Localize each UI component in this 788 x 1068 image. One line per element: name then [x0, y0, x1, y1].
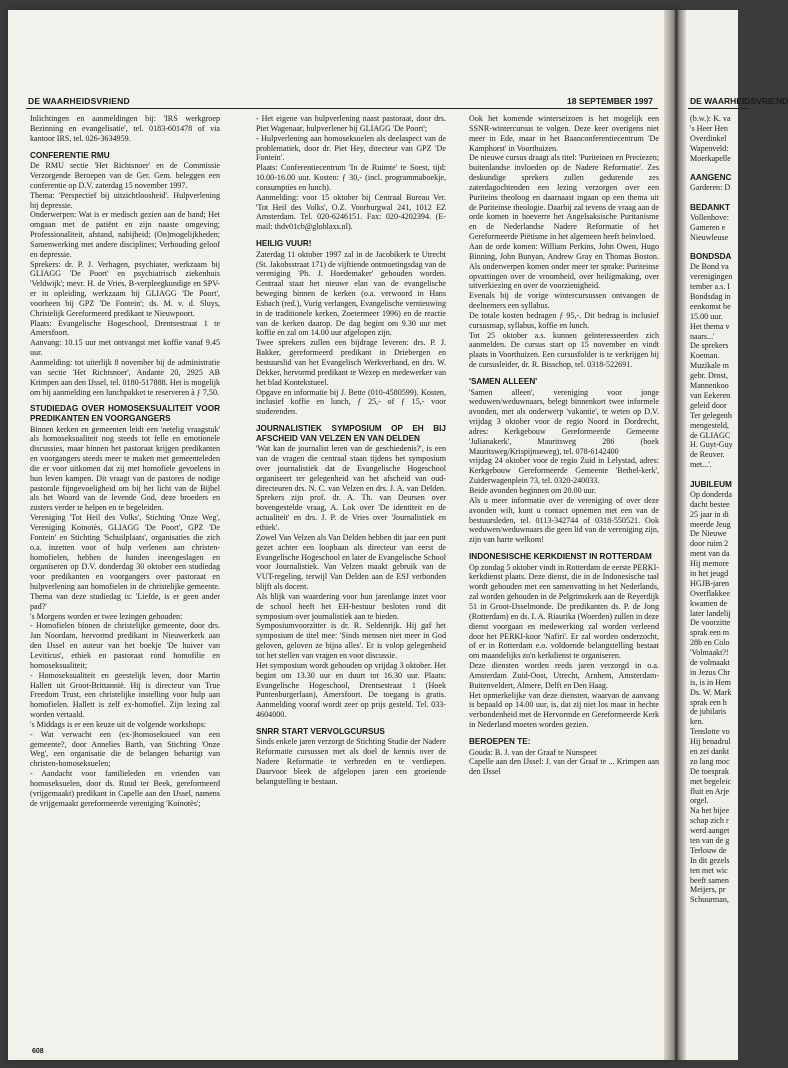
- next-page-line: BONDSDA: [690, 252, 732, 262]
- article-paragraph: De RMU sectie 'Het Richtsnoer' en de Commissie Verzorgende Beroepen van de Ger. Gem. beleggen een conferentie op D.V. zaterdag 15 november 1997.: [30, 161, 220, 190]
- next-page-line: Op donderda: [690, 489, 733, 499]
- next-page-line: ken.: [690, 717, 704, 727]
- next-page-line: Overdinkel: [690, 133, 727, 143]
- next-page-line: ten met wic: [690, 865, 728, 875]
- article-paragraph: Aanmelding: voor 15 oktober bij Centraal Bureau Ver. 'Tot Heil des Volks', O.Z. Voorburgwal 241, 1012 EZ Amsterdam. Tel. 020-6246151. Fax: 020-4202394. (E-mail: thdv01cb@globlaxs.nl).: [256, 192, 446, 232]
- next-page-line: orgel.: [690, 796, 709, 806]
- next-page-line: met...'.: [690, 460, 712, 470]
- next-page-line: 28b en Colo: [690, 638, 730, 648]
- next-page-line: 15.00 uur.: [690, 311, 723, 321]
- next-page-header: DE WAARHEIDSVRIEND: [690, 96, 788, 106]
- article-paragraph: - Homofielen binnen de christelijke gemeente, door drs. Jan Noordam, hervormd predikant in Nieuwerkerk aan den IJssel en auteur van het boekje 'De huiver van Leviticus', ethiek en pastoraat rond homofilie en homoseksualiteit;: [30, 621, 220, 670]
- next-page-line: In dit gezels: [690, 855, 730, 865]
- next-page-line: later landelij: [690, 608, 731, 618]
- next-page-line: De Nieuwe: [690, 529, 727, 539]
- next-page-line: schap zich r: [690, 816, 729, 826]
- next-page-line: Schuurman,: [690, 895, 729, 905]
- next-page-lines: [690, 114, 733, 905]
- article-paragraph: - Het eigene van hulpverlening naast pastoraat, door drs. Piet Wagenaar, hulpverlener bij GLIAGG 'De Poort';: [256, 114, 446, 133]
- next-page-line: De voorzitte: [690, 618, 731, 628]
- next-page-line: ten van de g: [690, 836, 730, 846]
- column-1: [30, 114, 220, 808]
- article-heading: STUDIEDAG OVER HOMOSEKSUALITEIT VOOR PREDIKANTEN EN VOORGANGERS: [30, 404, 220, 423]
- article-paragraph: Aanvang: 10.15 uur met ontvangst met koffie vanaf 9.45 uur.: [30, 338, 220, 358]
- article-paragraph: Sinds enkele jaren verzorgt de Stichting Studie der Nadere Reformatie cursussen met als doel de kennis over de Nadere Reformatie te verbreden en te verdiepen. Daarvoor bleek de afgelopen jaren een groeiende belangstelling te bestaan.: [256, 737, 446, 786]
- next-page-line: ment van da: [690, 549, 730, 559]
- next-page-line: [690, 243, 733, 253]
- article-heading: HEILIG VUUR!: [256, 239, 312, 249]
- next-page-line: Bondsdag in: [690, 292, 731, 302]
- article-paragraph: Twee sprekers zullen een bijdrage leveren: drs. P. J. Bakker, gereformeerd predikant in Driebergen en bestuurslid van het Evangelisch Werkverband, en drs. W. Dekker, hervormd predikant te Wezep en medewerker van het blad Kontekstueel.: [256, 338, 446, 387]
- running-header-date: 18 SEPTEMBER 1997: [567, 96, 653, 106]
- next-page-line: van Eekeren: [690, 390, 731, 400]
- next-page-line: 'Volmaakt?!: [690, 648, 729, 658]
- article-paragraph: 's Morgens worden er twee lezingen gehouden:: [30, 611, 183, 621]
- article-paragraph: Gouda: B. J. van der Graaf te Nunspeet: [469, 747, 597, 757]
- next-page-fragment: [686, 10, 788, 1060]
- next-page-line: zo lang moc: [690, 756, 730, 766]
- article-paragraph: Als u meer informatie over de vereniging of over deze avonden wilt, kunt u contact opnemen met een van de bestuursleden, tel. 0113-342744 of 0318-550521. Ook weduwen/weduwnaars die geen lid van de vereniging zijn, zijn van harte welkom!: [469, 495, 659, 545]
- article-heading: BEROEPEN TE:: [469, 736, 531, 746]
- next-page-line: Terlouw de: [690, 845, 727, 855]
- article-heading: JOURNALISTIEK SYMPOSIUM OP EH BIJ AFSCHEID VAN VELZEN EN VAN DELDEN: [256, 424, 446, 443]
- next-page-line: beeft samen: [690, 875, 729, 885]
- next-page-line: [690, 470, 733, 480]
- article-paragraph: 'Wat kan de journalist leren van de geschiedenis?', is een van de vragen die centraal staan tijdens het symposium over journalistiek dat de Evangelische Hogeschool organiseert ter gelegenheid van het afscheid van oud-directeuren drs. N. C. van Velzen en drs. J. A. van Delden. Sprekers zijn prof. dr. A. Th. van Deursen over bovengestelde vraag, A. Lok over 'De identiteit en de actualiteit' en drs. J. P. de Vries over 'Journalistiek en ethiek'.: [256, 444, 446, 532]
- article-paragraph: Plaats: Evangelische Hogeschool, Drentsestraat 1 te Amersfoort.: [30, 318, 220, 338]
- next-page-line: gebr. Drost,: [690, 371, 728, 381]
- next-page-line: (b.w.): K. va: [690, 114, 731, 123]
- article-paragraph: Ook het komende winterseizoen is het mogelijk een SSNR-wintercursus te volgen. Deze keer overigens niet meer in Ede, maar in het Baanconferentiecentrum 'De Kamphorst' in Voorthuizen.: [469, 114, 659, 153]
- article-paragraph: Plaats: Conferentiecentrum 'In de Ruimte' te Soest, tijd: 10.00-16.00 uur. Kosten: ƒ 30,- (incl. programmaboekje, consumpties en lunch).: [256, 163, 446, 192]
- article-paragraph: - Hulpverlening aan homoseksuelen als deelaspect van de problematiek, door dr. Piet Hey, directeur van GPZ 'De Fontein'.: [256, 133, 446, 163]
- article-paragraph: De nieuwe cursus draagt als titel: 'Puriteinen en Preciezen; buitenlandse invloeden op de Nadere Reformatie'. Zes deskundige sprekers zullen gedurende zes zaterdagochtenden een lezing verzorgen over een Puriteins theoloog en daarnaast ingaan op een thema uit de Puriteinse theologie. Daarbij zal tevens de vraag aan de orde komen in hoeverre het Angelsaksische Puritanisme en de Nederlandse Nadere Reformatie of het Gereformeerde Piëtisme in het algemeen heeft beïnvloed.: [469, 153, 659, 242]
- next-page-rule: [688, 108, 748, 109]
- article-paragraph: Inlichtingen en aanmeldingen bij: 'IRS werkgroep Bezinning en evangelisatie', tel. 0183-601478 of via kantoor IRS, tel. 026-3634959.: [30, 114, 220, 143]
- next-page-line: De sprekers: [690, 341, 729, 351]
- next-page-line: BEDANKT: [690, 203, 731, 213]
- next-page-line: Ter gelegenh: [690, 410, 732, 420]
- next-page-line: tember a.s. I: [690, 282, 731, 292]
- header-rule: [26, 108, 658, 109]
- next-page-line: naars...': [690, 331, 715, 341]
- column-2: [256, 114, 446, 787]
- article-paragraph: Opgave en informatie bij J. Bette (010-4580599). Kosten, inclusief koffie en lunch, ƒ 25,- of ƒ 15,- voor studerenden.: [256, 387, 446, 417]
- article-paragraph: Symposiumvoorzitter is dr. R. Seldenrijk. Hij gaf het symposium de titel mee: 'Sinds mensen niet meer in God geloven, geloven ze bijna alles'. Er is volop gelegenheid tot het stellen van vragen en voor discussie.: [256, 621, 446, 660]
- next-page-line: Tenslotte vo: [690, 727, 730, 737]
- next-page-line: Muzikale m: [690, 361, 729, 371]
- next-page-line: door ruim 2: [690, 539, 729, 549]
- running-header-title: DE WAARHEIDSVRIEND: [28, 96, 130, 106]
- article-paragraph: Zowel Van Velzen als Van Delden hebben dit jaar een punt gezet achter een loopbaan als directeur van eerst de Evangelische Hogeschool en later de Evangelische School voor Journalistiek. Van Velzen maakt gebruik van de VUT-regeling, terwijl Van Delden aan de ESJ verbonden blijft als docent.: [256, 532, 446, 592]
- next-page-line: Hij benadrul: [690, 737, 731, 747]
- next-page-line: Gameren e: [690, 222, 726, 232]
- page-number: 608: [32, 1048, 44, 1055]
- article-heading: INDONESISCHE KERKDIENST IN ROTTERDAM: [469, 552, 652, 562]
- article-paragraph: Sprekers: dr. P. J. Verhagen, psychiater, werkzaam bij GLIAGG 'De Poort' en psychiatrisch ziekenhuis 'Veldwijk'; mevr. H. de Vries, B-verpleegkundige en SPV-er in opleiding, werkzaam bij GLIAGG 'De Poort', voorheen bij GPZ 'De Fontein'; ds. M. v. d. Sluys, Christelijk Gereformeerd predikant te Nieuwpoort.: [30, 259, 220, 318]
- article-paragraph: - Wat verwacht een (ex-)homoseksueel van een gemeente?, door Annelies Barth, van Stichting 'Onze Weg', een organisatie die de belangen behartigt van christen-homoseksuelen;: [30, 729, 220, 769]
- next-page-line: 's Heer Hen: [690, 123, 728, 133]
- next-page-line: sprak een m: [690, 628, 730, 638]
- article-paragraph: Tot 25 oktober a.s. kunnen geïnteresseerden zich aanmelden. De cursus start op 15 november en vindt plaats in Voorthuizen. Een cursusfolder is te verkrijgen bij de cursusleider, dr. R. Bisschop, tel. 0318-522691.: [469, 330, 659, 370]
- next-page-line: Meijers, pr: [690, 885, 726, 895]
- next-page-line: de jubilaris: [690, 707, 727, 717]
- next-page-line: JUBILEUM: [690, 479, 732, 489]
- article-paragraph: Thema: 'Perspectief bij uitzichtloosheid'. Hulpverlening bij depressie.: [30, 190, 220, 210]
- next-page-line: Het thema v: [690, 321, 730, 331]
- next-page-line: in Jezus Chr: [690, 667, 731, 677]
- next-page-line: de volmaakt: [690, 657, 730, 667]
- article-paragraph: Aan de orde komen: William Perkins, John Owen, Hugo Binning, John Bunyan, Andrew Gray en Thomas Boston. Als onderwerpen komen onder meer ter sprake: Puriteinse opvattingen over de vroomheid, over heiligmaking, over uitverkiezing en over de voorzienigheid.: [469, 241, 659, 291]
- next-page-line: Hij memore: [690, 559, 729, 569]
- next-page-line: is, is in Hem: [690, 677, 731, 687]
- article-paragraph: Beide avonden beginnen om 20.00 uur.: [469, 485, 597, 495]
- article-paragraph: Vereniging 'Tot Heil des Volks', Stichting 'Onze Weg', Vereniging Koinotès, GLIAGG 'De Poort', GPZ 'De Fontein' en Stichting 'Schuilplaats', organisaties die zich o.a. inzetten voor of hulp verlenen aan christen-homofielen, hebben de handen ineengeslagen en organiseren op D.V. donderdag 30 oktober een studiedag voor predikanten en voorgangers over pastoraat en hulpverlening aan homofielen in de christelijke gemeente. Thema van deze studiedag is: 'Liefde, is er geen ander pad?': [30, 513, 220, 611]
- next-page-line: HGJB-jaren: [690, 578, 730, 588]
- next-page-line: de GLIAGC: [690, 430, 731, 440]
- column-3: [469, 114, 659, 777]
- article-paragraph: Capelle aan den IJssel: J. van der Graaf te ... Krimpen aan den IJssel: [469, 757, 659, 777]
- next-page-line: in het jeugd: [690, 568, 729, 578]
- next-page-line: met begeleic: [690, 776, 732, 786]
- next-page-line: dacht bestee: [690, 499, 730, 509]
- next-page-line: Moerkapelle: [690, 153, 731, 163]
- article-heading: SNRR START VERVOLGCURSUS: [256, 726, 385, 736]
- next-page-line: H. Guyt-Guy: [690, 440, 733, 450]
- next-page-line: Garderen: D: [690, 183, 731, 193]
- article-paragraph: De totale kosten bedragen ƒ 95,-. Dit bedrag is inclusief cursusmap, syllabus, koffie en lunch.: [469, 310, 659, 330]
- next-page-line: geleid door: [690, 400, 727, 410]
- article-paragraph: Binnen kerken en gemeenten leidt een 'netelig vraagstuk' als homoseksualiteit nog steeds tot felle en emotionele discussies, maar binnen het pastoraat krijgen predikanten en voorgangers steeds meer te maken met gemeenteleden die er voor uitkomen dat zij met homofiele gevoelens in hun leven kampen. Dit vraagt van de pastores de nodige pastorale fijngevoeligheid om bij het licht van de Bijbel als het Woord van de levende God, deze broeders en zusters verder te helpen en te begeleiden.: [30, 424, 220, 513]
- article-paragraph: Het opmerkelijke van deze diensten, waarvan de aanvang is bepaald op 14.00 uur, is, dat zij niet los maar in hechte verbondenheid met de Hervormde en Gereformeerde Kerk in Nederland moeten worden gezien.: [469, 690, 659, 730]
- page-gutter: [664, 10, 686, 1060]
- next-page-line: kwamen de: [690, 598, 728, 608]
- next-page-line: Ds. W. Mark: [690, 687, 732, 697]
- article-paragraph: Aanmelding: tot uiterlijk 8 november bij de administratie van sectie 'Het Richtsnoer', Andante 20, 2925 AB Krimpen aan den IJssel, tel. 0180-517888. Het is mogelijk om bij aanmelding een lunchpakket te reserveren à ƒ 7,50.: [30, 358, 220, 397]
- article-paragraph: Als blijk van waardering voor hun jarenlange inzet voor de school heeft het EH-bestuur besloten rond dit symposium over journalistiek aan te bieden.: [256, 591, 446, 621]
- next-page-line: [690, 193, 733, 203]
- article-paragraph: 'Samen alleen', vereniging voor jonge weduwen/weduwnaars, belegt binnenkort twee informele avonden, met als onderwerp 'vakantie', te weten op D.V. vrijdag 3 oktober voor de regio Noord in Dordrecht, adres: Kerkgebouw Gereformeerde Gemeente 'Julianakerk', Mauritsweg 286 (hoek Mauritsweg/Krispijnseweg), tel. 078-6142400: [469, 387, 659, 456]
- article-paragraph: Het symposium wordt gehouden op vrijdag 3 oktober. Het begint om 13.30 uur en duurt tot 16.30 uur. Plaats: Evangelische Hogeschool, Drentsestraat 1 (Hoek Puntenburgerlaan), Amersfoort. De toegang is gratis. Aanmelding vooraf wordt zeer op prijs gesteld. Tel. 033-4604000.: [256, 660, 446, 720]
- next-page-line: meerde Jeug: [690, 519, 731, 529]
- next-page-line: De Bond va: [690, 262, 729, 272]
- next-page-line: sprak een h: [690, 697, 727, 707]
- next-page-line: AANGENC: [690, 173, 732, 183]
- article-heading: 'SAMEN ALLEEN': [469, 376, 538, 386]
- next-page-line: de Reuver.: [690, 450, 725, 460]
- next-page-line: Na het bijee: [690, 806, 730, 816]
- next-page-line: eenkomst be: [690, 301, 731, 311]
- article-paragraph: - Homoseksualiteit en geestelijk leven, door Martin Hallett uit Groot-Brittannië. Hij is directeur van True Freedom Trust, een christelijke instelling voor hulp aan homofielen. Hallett is zelf ex-homofiel. Zijn lezing zal worden vertaald.: [30, 670, 220, 720]
- next-page-line: 25 jaar in di: [690, 509, 729, 519]
- next-page-line: Mannenkoo: [690, 381, 729, 391]
- article-paragraph: Zaterdag 11 oktober 1997 zal in de Jacobikerk te Utrecht (St. Jakobsstraat 171) de vijftiende ontmoetingsdag van de vereniging 'Ph. J. Hoedemaker' gehouden worden. Centraal staat het nieuwe elan van de evangelische beweging binnen de kerken (o.a. verwoord in Hans Esbach (red.), Vurig verlangen, Evangelische vernieuwing in de traditionele kerken, Zoetermeer 1996) en de reactie van de kerken daarop. De dag begint om 9.30 uur met koffie en zal om 14.00 uur afgelopen zijn.: [256, 249, 446, 338]
- next-page-line: Vollenhove:: [690, 212, 729, 222]
- next-page-line: [690, 163, 733, 173]
- article-paragraph: 's Middags is er een keuze uit de volgende workshops:: [30, 719, 207, 729]
- next-page-line: mengesteld,: [690, 420, 729, 430]
- next-page-line: Koeman.: [690, 351, 720, 361]
- next-page-line: Overflakkee: [690, 588, 730, 598]
- next-page-line: verenigingen: [690, 272, 733, 282]
- article-paragraph: Evenals bij de vorige wintercursussen ontvangen de deelnemers een syllabus.: [469, 291, 659, 311]
- article-heading: CONFERENTIE RMU: [30, 150, 110, 160]
- article-paragraph: Op zondag 5 oktober vindt in Rotterdam de eerste PERKI-kerkdienst plaats. Deze dienst, die in de Indonesische taal wordt gehouden met een samenvatting in het Nederlands, zal worden gehouden in de Pelgrimskerk aan de Reyerdijk 51 in Groot-IJsselmonde. De predikanten ds. P. de Jong (Rotterdam) en ds. I. A. Riaurika (Woerden) zullen in deze dienst voorgaan en medewerking zal worden verleend door het PERKI-koor 'Nafiri'. Er zal worden onderzocht, of er in Rotterdam e.o. voldoende belangstelling bestaat om maandelijks zo'n kerkdienst te organiseren.: [469, 562, 659, 661]
- article-paragraph: vrijdag 24 oktober voor de regio Zuid in Lelystad, adres: Kerkgebouw Gereformeerde Gemeente 'Bethel-kerk', Zuiderwagenplein 73, tel. 0320-240033.: [469, 456, 659, 486]
- article-paragraph: Deze diensten worden reeds jaren verzorgd in o.a. Amsterdam Zuid-Oost, Utrecht, Arnhem, Amsterdam-Buitenveldert, Almere, Delft en Den Haag.: [469, 661, 659, 690]
- next-page-line: Wapenveld:: [690, 143, 729, 153]
- next-page-line: Nieuwleuse: [690, 232, 729, 242]
- next-page-line: De toesprak: [690, 766, 729, 776]
- next-page-line: werd aanget: [690, 826, 730, 836]
- article-paragraph: - Aandacht voor familieleden en vrienden van homoseksuelen, door ds. Ruud ter Beek, gereformeerd (vrijgemaakt) predikant in Capelle aan den IJssel, namens de vrijgemaakt gereformeerde vereniging 'Koinotès';: [30, 769, 220, 808]
- next-page-line: fluit en Arje: [690, 786, 730, 796]
- article-paragraph: Onderwerpen: Wat is er medisch gezien aan de hand; Het omgaan met de patiënt en zijn naaste omgeving; Professionaliteit, afstand, nabijheid; (On)mogelijkheden; Samenwerking met andere disciplines; Verhouding geloof en depressie.: [30, 210, 220, 259]
- next-page-line: en zei dankt: [690, 747, 730, 756]
